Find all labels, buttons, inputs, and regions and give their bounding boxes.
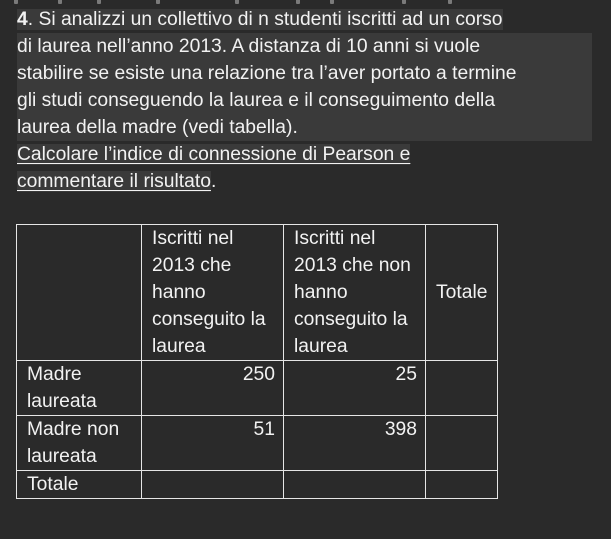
header-empty-cell <box>17 225 142 361</box>
cell-value: 25 <box>284 361 426 416</box>
cell-value <box>142 471 284 499</box>
header-graduated: Iscritti nel 2013 che hanno conseguito la laurea <box>142 225 284 361</box>
row-label: Totale <box>17 471 142 499</box>
table-row <box>17 471 498 499</box>
row-label: Madre non laureata <box>17 416 142 471</box>
cell-value: 250 <box>142 361 284 416</box>
header-total: Totale <box>426 225 498 361</box>
table-header-row <box>17 225 498 361</box>
table-row <box>17 361 498 416</box>
cell-value <box>426 471 498 499</box>
cell-value <box>426 416 498 471</box>
cell-value: 398 <box>284 416 426 471</box>
intro-line-5: laurea della madre (vedi tabella). <box>17 114 592 141</box>
intro-line-1: 4. Si analizzi un collettivo di n studenti iscritti ad un corso <box>17 9 503 30</box>
exercise-text <box>17 6 592 195</box>
contingency-table <box>16 224 498 499</box>
header-not-graduated: Iscritti nel 2013 che non hanno conseguito la laurea <box>284 225 426 361</box>
task-line-2: commentare il risultato. <box>17 171 217 192</box>
cell-value: 51 <box>142 416 284 471</box>
exercise-number: 4 <box>17 9 28 30</box>
intro-line-4: gli studi conseguendo la laurea e il conseguimento della <box>17 87 592 114</box>
table-row <box>17 416 498 471</box>
row-label: Madre laureata <box>17 361 142 416</box>
cell-value <box>284 471 426 499</box>
intro-line-2: di laurea nell’anno 2013. A distanza di 10 anni si vuole <box>17 33 592 60</box>
cell-value <box>426 361 498 416</box>
intro-line-3: stabilire se esiste una relazione tra l’aver portato a termine <box>17 60 592 87</box>
task-line-1: Calcolare l’indice di connessione di Pearson e <box>17 144 411 165</box>
